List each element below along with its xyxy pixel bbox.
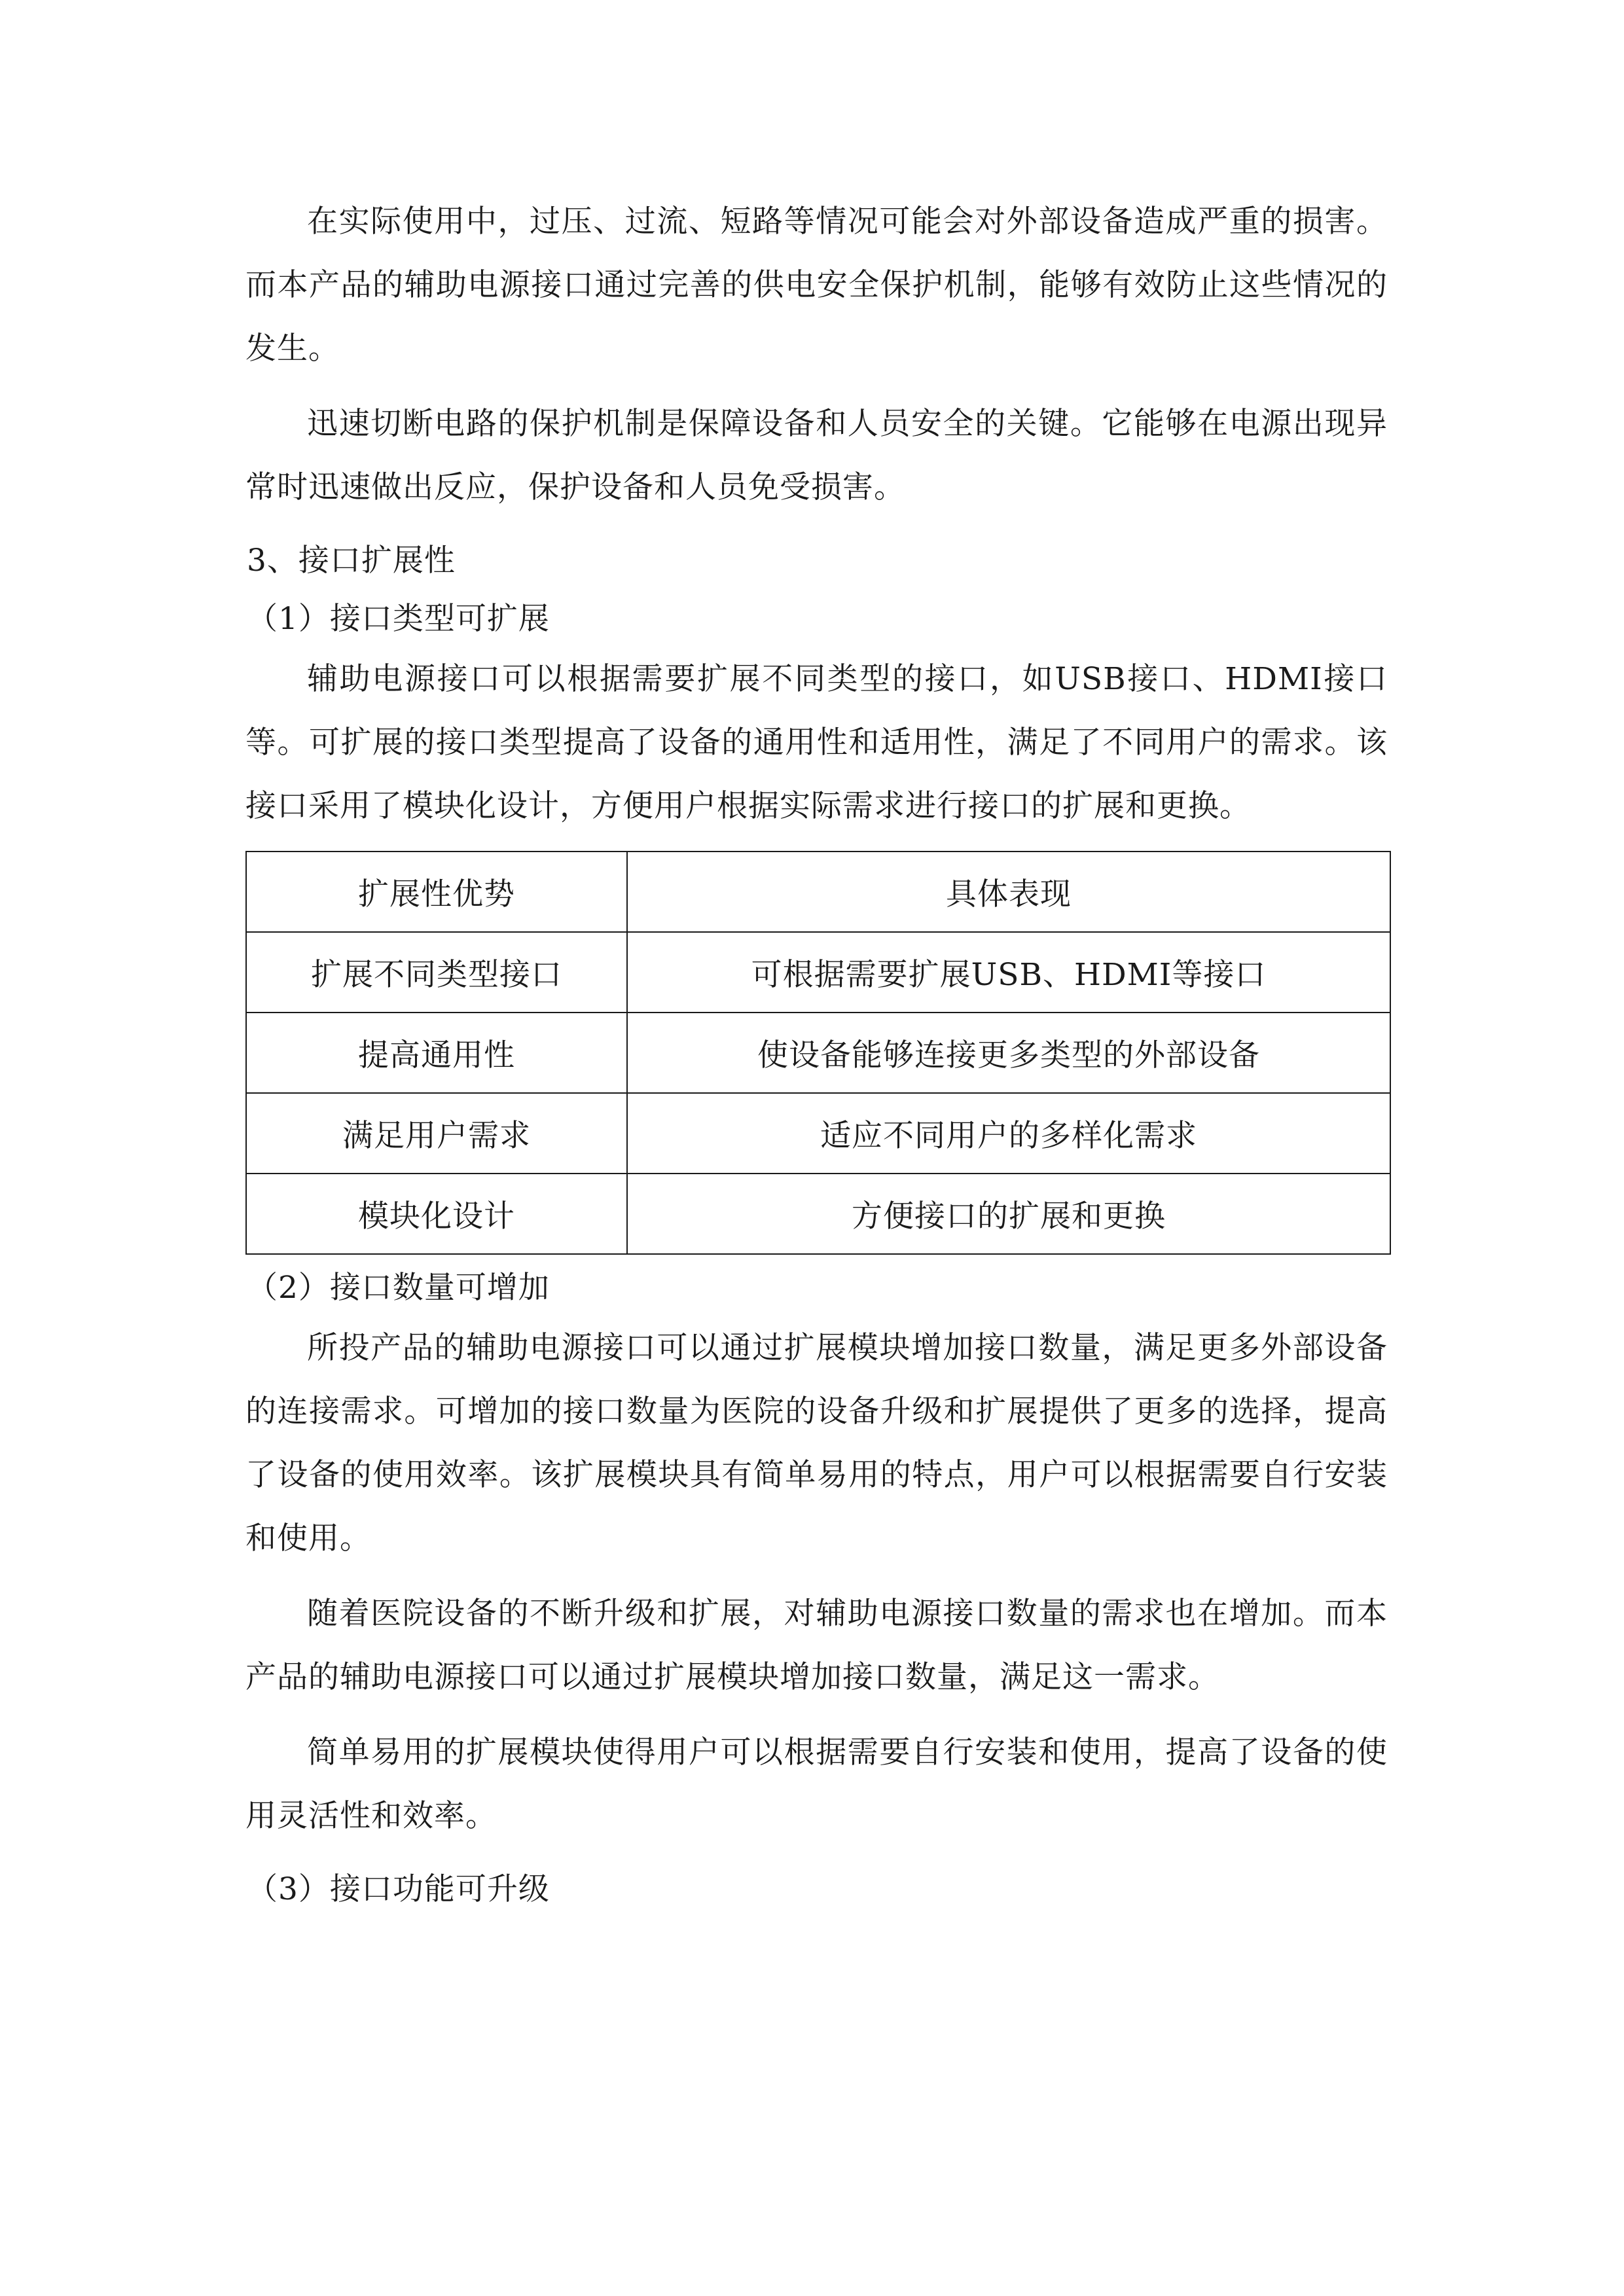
table-header-row: [246, 852, 1390, 932]
paragraph-count-expandable: 所投产品的辅助电源接口可以通过扩展模块增加接口数量，满足更多外部设备的连接需求。可增加的接口数量为医院的设备升级和扩展提供了更多的选择，提高了设备的使用效率。该扩展模块具有简单易用的特点，用户可以根据需要自行安装和使用。: [245, 1330, 1388, 1556]
paragraph-type-extensible: 辅助电源接口可以根据需要扩展不同类型的接口，如USB接口、HDMI接口等。可扩展的接口类型提高了设备的通用性和适用性，满足了不同用户的需求。该接口采用了模块化设计，方便用户根据实际需求进行接口的扩展和更换。: [245, 661, 1388, 824]
table-cell: 模块化设计: [246, 1174, 627, 1254]
paragraph-overload-protection: 在实际使用中，过压、过流、短路等情况可能会对外部设备造成严重的损害。而本产品的辅助电源接口通过完善的供电安全保护机制，能够有效防止这些情况的发生。: [245, 204, 1388, 367]
extensibility-table: [245, 851, 1391, 1255]
table-cell: 使设备能够连接更多类型的外部设备: [627, 1013, 1390, 1093]
table-cell: 扩展不同类型接口: [246, 932, 627, 1013]
subsection-heading-function-upgradable: （3）接口功能可升级: [247, 1871, 550, 1907]
table-header-detail: 具体表现: [627, 852, 1390, 932]
subsection-heading-count-expandable: （2）接口数量可增加: [247, 1270, 550, 1306]
table-header-advantage: 扩展性优势: [246, 852, 627, 932]
table-row: [246, 1174, 1390, 1254]
paragraph-hospital-upgrade: 随着医院设备的不断升级和扩展，对辅助电源接口数量的需求也在增加。而本产品的辅助电源接口可以通过扩展模块增加接口数量，满足这一需求。: [245, 1596, 1388, 1695]
document-page: [245, 190, 1388, 1920]
table-cell: 满足用户需求: [246, 1093, 627, 1174]
table-row: [246, 1093, 1390, 1174]
section-heading-interface-extensibility: 3、接口扩展性: [247, 543, 456, 579]
table-row: [246, 932, 1390, 1013]
paragraph-circuit-cutoff: 迅速切断电路的保护机制是保障设备和人员安全的关键。它能够在电源出现异常时迅速做出反应，保护设备和人员免受损害。: [245, 406, 1388, 505]
table-cell: 方便接口的扩展和更换: [627, 1174, 1390, 1254]
table-cell: 提高通用性: [246, 1013, 627, 1093]
subsection-heading-type-extensible: （1）接口类型可扩展: [247, 601, 550, 637]
table-cell: 可根据需要扩展USB、HDMI等接口: [627, 932, 1390, 1013]
table-row: [246, 1013, 1390, 1093]
table-cell: 适应不同用户的多样化需求: [627, 1093, 1390, 1174]
paragraph-easy-module: 简单易用的扩展模块使得用户可以根据需要自行安装和使用，提高了设备的使用灵活性和效率。: [245, 1734, 1388, 1834]
